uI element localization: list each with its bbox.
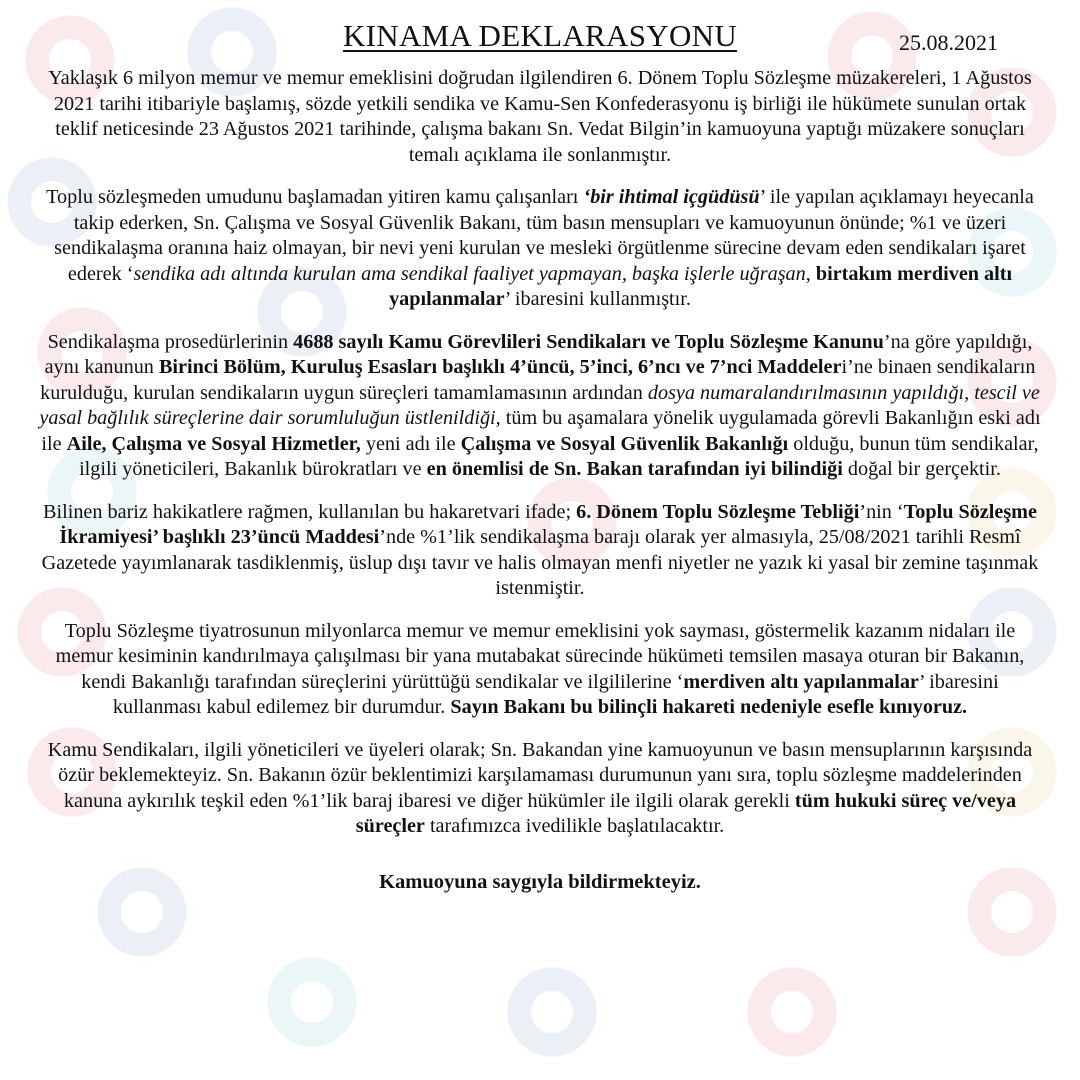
text-run: i’ne binaen sendikaların kurulduğu, kurulan sendikaların uygun süreçleri tamamlamasının ardından [40, 356, 1036, 404]
text-run: en önemlisi de Sn. Bakan tarafından iyi bilindiği [426, 458, 843, 480]
text-run: Sayın Bakanı bu bilinçli hakareti nedeniyle esefle kınıyoruz. [450, 696, 968, 718]
document-header [0, 18, 1080, 62]
closing-statement: Kamuoyuna saygıyla bildirmekteyiz. [379, 870, 701, 893]
text-run: Bilinen bariz hakikatlere rağmen, kullanılan bu hakaretvari ifade; [43, 500, 577, 523]
text-run: 6. Dönem Toplu Sözleşme Tebliği [576, 500, 860, 523]
paragraph [38, 330, 1042, 483]
text-run: Yaklaşık 6 milyon memur ve memur emeklisini doğrudan ilgilendiren 6. Dönem Toplu Sözleşme müzakereleri, 1 Ağustos 2021 tarihi itibariyle başlamış, sözde yetkili sendika ve Kamu-Sen Konfederasyonu iş birliği ile hükümete sunulan ortak teklif neticesinde 23 Ağustos 2021 tarihinde, çalışma bakanı Sn. Vedat Bilgin’in kamuoyuna yaptığı müzakere sonuçları temalı açıklama ile sonlanmıştır. [48, 67, 1032, 166]
text-run: tüm hukuki süreç ve/veya süreçler [355, 789, 1017, 837]
text-run: sendika adı altında kurulan ama sendikal faaliyet yapmayan, başka işlerle uğraşan [133, 262, 806, 285]
paragraph [38, 66, 1042, 168]
text-run: Aile, Çalışma ve Sosyal Hizmetler, [66, 432, 361, 455]
text-run: merdiven altı yapılanmalar [683, 670, 919, 693]
text-run: birtakım merdiven altı yapılanmalar [389, 262, 1013, 310]
paragraph [38, 619, 1042, 721]
text-run: doğal bir gerçektir. [842, 458, 1001, 480]
text-run: olduğu, bunun tüm sendikalar, ilgili yöneticileri, Bakanlık bürokratları ve [79, 432, 1039, 480]
text-run: Toplu Sözleşme İkramiyesi’ başlıklı 23’üncü Maddesi [59, 500, 1037, 548]
text-run: dosya numaralandırılmasının yapıldığı, tescil ve yasal bağlılık süreçlerine dair sorumluluğun üstlenildiği [39, 381, 1040, 429]
text-run: ’ ibaresini kullanmıştır. [504, 288, 691, 310]
text-run: 4688 sayılı Kamu Görevlileri Sendikaları ve Toplu Sözleşme Kanunu [293, 330, 884, 353]
text-run: ‘bir ihtimal içgüdüsü [583, 186, 760, 208]
text-run: Kamu Sendikaları, ilgili yöneticileri ve üyeleri olarak; Sn. Bakandan yine kamuoyunun ve basın mensuplarının karşısında özür beklemekteyiz. Sn. Bakanın özür beklentimizi karşılamaması durumunun yanı sıra, toplu sözleşme maddelerinden kanuna aykırılık teşkil eden %1’lik baraj ibaresi ve diğer hükümler ile ilgili olarak gerekli [47, 738, 1033, 812]
paragraph [38, 185, 1042, 313]
text-run: , [805, 262, 816, 285]
document-title: KINAMA DEKLARASYONU [342, 18, 738, 53]
text-run: , tüm bu aşamalara yönelik uygulamada görevli Bakanlığın eski adı ile [41, 407, 1041, 455]
text-run: Toplu Sözleşme tiyatrosunun milyonlarca memur ve memur emeklisini yok sayması, göstermelik kazanım nidaları ile memur kesiminin kandırılmaya çalışılması bir yana mutabakat sürecinde hükümeti temsilen masaya oturan bir Bakanın, kendi Bakanlığı tarafından süreçlerini yürüttüğü sendikalar ve ilgililerine ‘ [55, 619, 1025, 693]
text-run: tarafımızca ivedilikle başlatılacaktır. [424, 815, 725, 837]
paragraph [38, 738, 1042, 840]
document-body [38, 66, 1042, 912]
text-run: ’nde %1’lik sendikalaşma barajı olarak yer almasıyla, 25/08/2021 tarihli Resmî Gazetede yayımlanarak tasdiklenmiş, üslup dışı tavır ve halis olmayan menfi niyetler ne yazık ki yasal bir zemine taşınmak istenmiştir. [41, 526, 1039, 599]
text-run: ’ ile yapılan açıklamayı heyecanla takip ederken, Sn. Çalışma ve Sosyal Güvenlik Bakanı, tüm basın mensupları ve kamuoyunun önünde; %1 ve üzeri sendikalaşma oranına haiz olmayan, bir nevi yeni kurulan ve mesleki örgütlenme sürecine devam eden sendikaları işaret ederek ‘ [54, 186, 1034, 285]
text-run: ’ ibaresini kullanması kabul edilemez bir durumdur. [112, 670, 999, 718]
text-run: Birinci Bölüm, Kuruluş Esasları başlıklı 4’üncü, 5’inci, 6’ncı ve 7’nci Maddeler [158, 356, 842, 378]
paragraph [38, 500, 1042, 602]
text-run: Toplu sözleşmeden umudunu başlamadan yitiren kamu çalışanları [46, 186, 584, 208]
text-run: ’na göre yapıldığı, aynı kanunun [44, 330, 1033, 378]
text-run: Sendikalaşma prosedürlerinin [47, 330, 294, 353]
document-date: 25.08.2021 [899, 30, 998, 55]
text-run: yeni adı ile [360, 432, 461, 455]
text-run: ’nin ‘ [859, 500, 904, 523]
text-run: Çalışma ve Sosyal Güvenlik Bakanlığı [460, 432, 789, 455]
